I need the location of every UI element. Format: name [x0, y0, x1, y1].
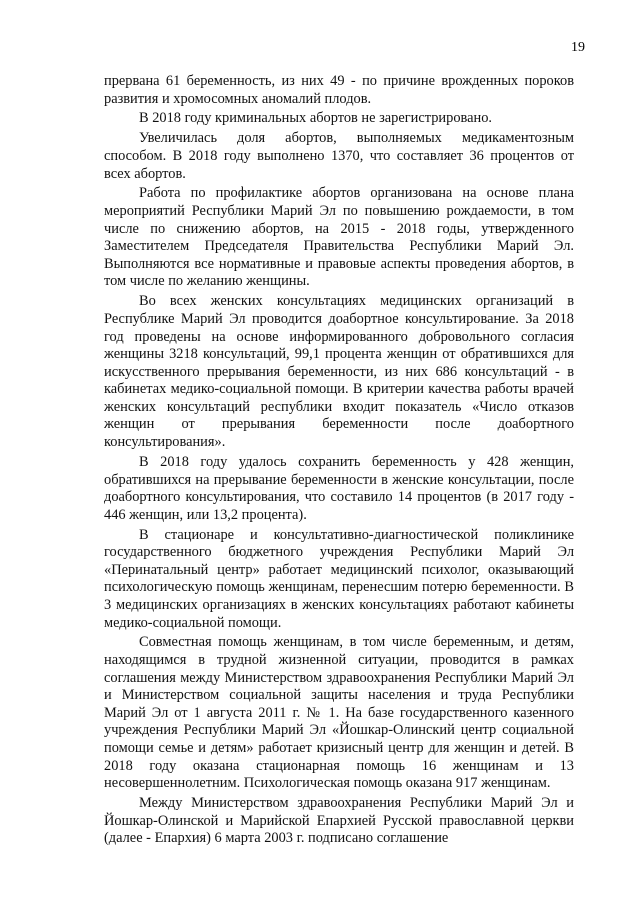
paragraph-4: Работа по профилактике абортов организована на основе плана мероприятий Республики Марий Эл по повышению рождаемости, в том числе по снижению абортов, на 2015 - 2018 годы, утвержденного Заместителем Председателя Правительства Республики Марий Эл. Выполняются все нормативные и правовые аспекты проведения абортов, в том числе по желанию женщины. — [104, 185, 574, 290]
paragraph-1: прервана 61 беременность, из них 49 - по причине врожденных пороков развития и хромосомных аномалий плодов. — [104, 73, 574, 107]
paragraph-8: Совместная помощь женщинам, в том числе беременным, и детям, находящимся в трудной жизненной ситуации, проводится в рамках соглашения между Министерством здравоохранения Республики Марий Эл и Министерством социальной защиты населения и труда Республики Марий Эл от 1 августа 2011 г. № 1. На базе государственного казенного учреждения Республики Марий Эл «Йошкар-Олинский центр социальной помощи семье и детям» работает кризисный центр для женщин и детей. В 2018 году оказана стационарная помощь 16 женщинам и 13 несовершеннолетним. Психологическая помощь оказана 917 женщинам. — [104, 634, 574, 792]
page-number: 19 — [571, 40, 585, 55]
paragraph-9: Между Министерством здравоохранения Республики Марий Эл и Йошкар-Олинской и Марийской Епархией Русской православной церкви (далее - Епархия) 6 марта 2003 г. подписано соглашение — [104, 795, 574, 847]
paragraph-7: В стационаре и консультативно-диагностической поликлинике государственного бюджетного учреждения Республики Марий Эл «Перинатальный центр» работает медицинский психолог, оказывающий психологическую помощь женщинам, перенесшим потерю беременности. В 3 медицинских организациях в женских консультациях работают кабинеты медико-социальной помощи. — [104, 526, 574, 631]
paragraph-2: В 2018 году криминальных абортов не зарегистрировано. — [139, 110, 492, 127]
paragraph-5: Во всех женских консультациях медицинских организаций в Республике Марий Эл проводится доабортное консультирование. За 2018 год проведены на основе информированного добровольного согласия женщины 3218 консультаций, 99,1 процента женщин от обратившихся для искусственного прерывания беременности, из них 686 консультаций - в кабинетах медико-социальной помощи. В критерии качества работы врачей женских консультаций республики входит показатель «Число отказов женщин от прерывания беременности после доабортного консультирования». — [104, 293, 574, 451]
paragraph-6: В 2018 году удалось сохранить беременность у 428 женщин, обратившихся на прерывание беременности в женские консультации, после доабортного консультирования, что составило 14 процентов (в 2017 году - 446 женщин, или 13,2 процента). — [104, 453, 574, 523]
document-body — [104, 73, 574, 850]
paragraph-3: Увеличилась доля абортов, выполняемых медикаментозным способом. В 2018 году выполнено 1370, что составляет 36 процентов от всех абортов. — [104, 130, 574, 182]
